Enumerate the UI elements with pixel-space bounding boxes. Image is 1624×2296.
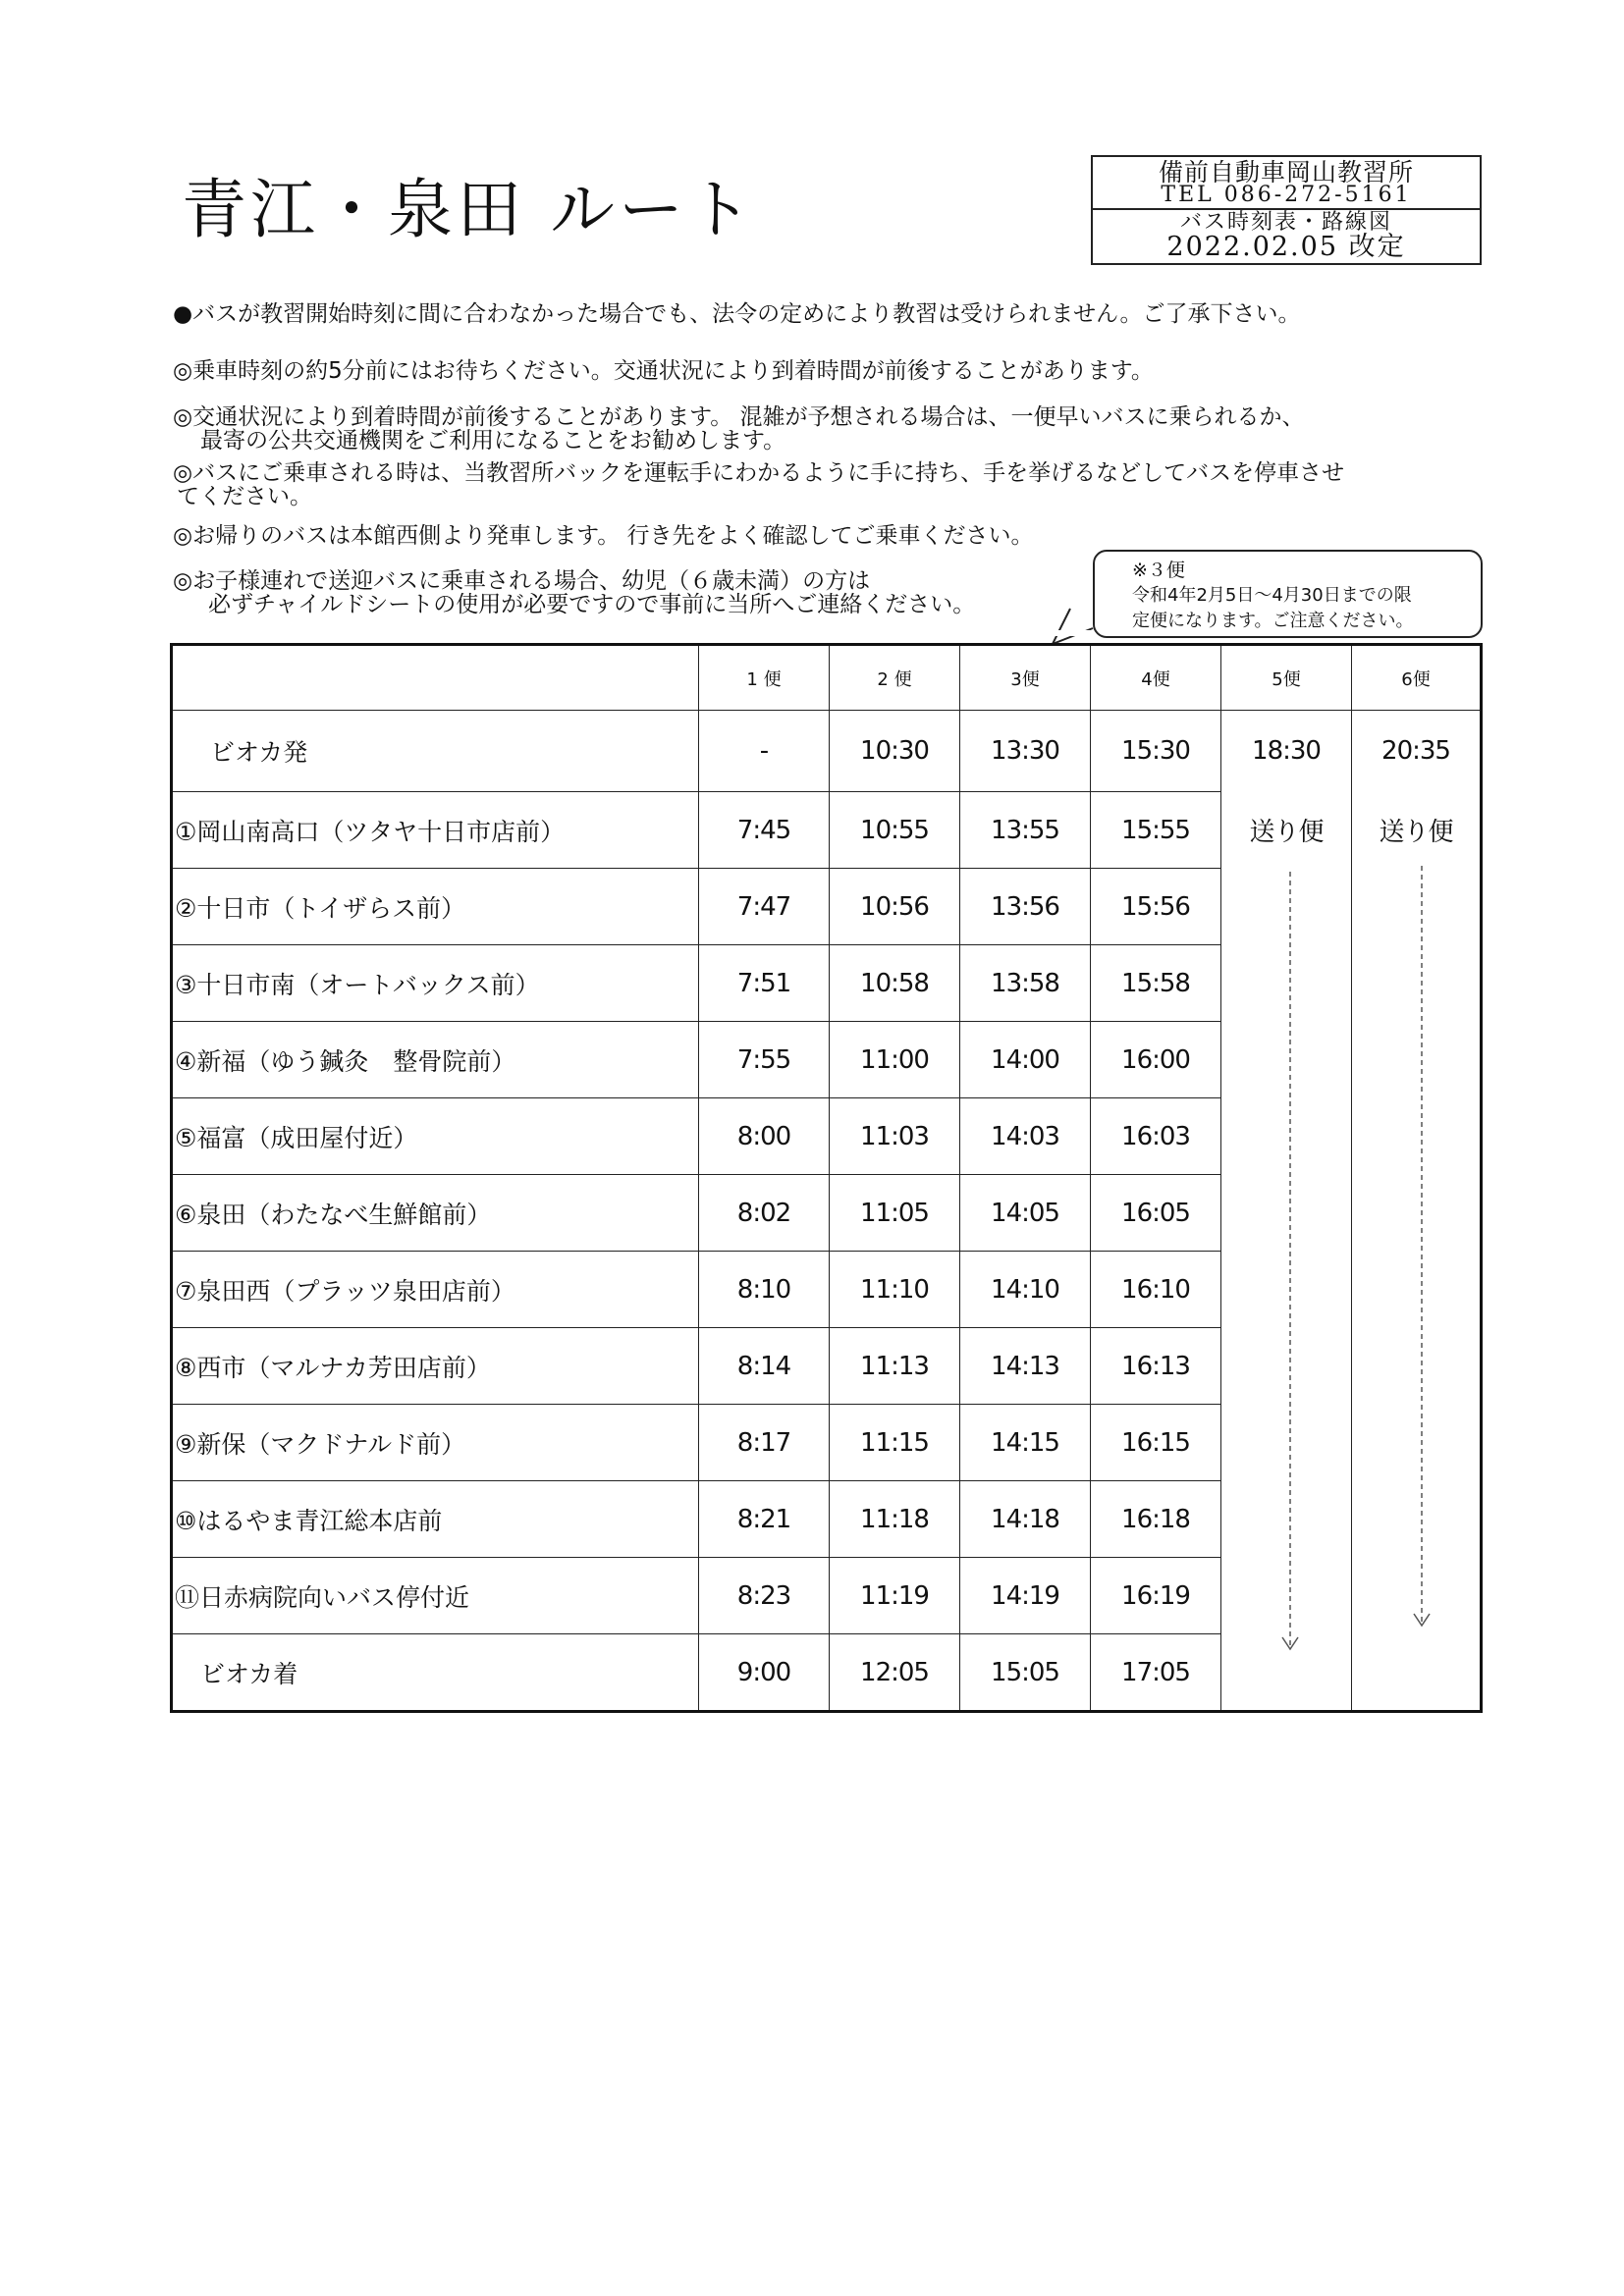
- departure-time-run-5: [1221, 1634, 1352, 1712]
- departure-time-run-4: 15:30: [1091, 711, 1221, 792]
- departure-time-run-3: 14:03: [960, 1098, 1091, 1175]
- departure-time-run-4: 15:58: [1091, 945, 1221, 1022]
- departure-time-run-3: 14:05: [960, 1175, 1091, 1252]
- departure-time-run-3: 14:19: [960, 1558, 1091, 1634]
- header-stop: [172, 645, 699, 711]
- table-row: [172, 945, 1482, 1022]
- departure-time-run-2: 11:15: [830, 1405, 960, 1481]
- timetable-header-row: [172, 645, 1482, 711]
- departure-time-run-5: [1221, 1022, 1352, 1098]
- note-3: [173, 405, 1305, 453]
- departure-time-run-1: 7:55: [699, 1022, 830, 1098]
- departure-time-run-1: 7:51: [699, 945, 830, 1022]
- departure-time-run-1: 8:10: [699, 1252, 830, 1328]
- header-run-6: 6便: [1352, 645, 1482, 711]
- departure-time-run-4: 16:05: [1091, 1175, 1221, 1252]
- stop-name: ①岡山南高口（ツタヤ十日市店前）: [172, 792, 699, 869]
- revision-date: 2022.02.05 改定: [1166, 232, 1406, 262]
- departure-time-run-5: [1221, 1405, 1352, 1481]
- departure-time-run-6: [1352, 945, 1482, 1022]
- school-info-box: [1091, 155, 1482, 265]
- note-6: [173, 569, 975, 616]
- departure-time-run-5: [1221, 1098, 1352, 1175]
- school-phone: TEL 086-272-5161: [1161, 183, 1412, 207]
- departure-time-run-4: 16:19: [1091, 1558, 1221, 1634]
- departure-time-run-6: [1352, 1328, 1482, 1405]
- departure-time-run-5: [1221, 1481, 1352, 1558]
- departure-time-run-1: 7:47: [699, 869, 830, 945]
- header-run-5: 5便: [1221, 645, 1352, 711]
- departure-time-run-1: 8:21: [699, 1481, 830, 1558]
- stop-name: ⑪日赤病院向いバス停付近: [172, 1558, 699, 1634]
- departure-time-run-2: 11:03: [830, 1098, 960, 1175]
- departure-time-run-4: 16:00: [1091, 1022, 1221, 1098]
- departure-time-run-6: [1352, 1022, 1482, 1098]
- table-row: [172, 1175, 1482, 1252]
- table-row: [172, 1022, 1482, 1098]
- note-1: [173, 302, 1300, 326]
- departure-time-run-1: 9:00: [699, 1634, 830, 1712]
- table-row: [172, 1328, 1482, 1405]
- table-row: [172, 1634, 1482, 1712]
- departure-time-run-3: 13:55: [960, 792, 1091, 869]
- departure-time-run-6: [1352, 1558, 1482, 1634]
- departure-time-run-6: [1352, 1634, 1482, 1712]
- departure-time-run-3: 14:18: [960, 1481, 1091, 1558]
- departure-time-run-4: 15:55: [1091, 792, 1221, 869]
- table-row: [172, 1481, 1482, 1558]
- departure-time-run-3: 13:56: [960, 869, 1091, 945]
- departure-time-run-2: 10:56: [830, 869, 960, 945]
- header-run-3: 3便: [960, 645, 1091, 711]
- header-run-1: 1 便: [699, 645, 830, 711]
- callout-tail-cover-icon: [1051, 609, 1110, 648]
- departure-time-run-4: 16:15: [1091, 1405, 1221, 1481]
- departure-time-run-3: 14:15: [960, 1405, 1091, 1481]
- departure-time-run-3: 14:10: [960, 1252, 1091, 1328]
- departure-time-run-3: 15:05: [960, 1634, 1091, 1712]
- stop-name: ⑩はるやま青江総本店前: [172, 1481, 699, 1558]
- note-6-line-2: 必ずチャイルドシートの使用が必要ですので事前に当所へご連絡ください。: [208, 592, 976, 617]
- departure-time-run-6: 20:35: [1352, 711, 1482, 792]
- stop-name: ⑥泉田（わたなべ生鮮館前）: [172, 1175, 699, 1252]
- note-3-line-2: 最寄の公共交通機関をご利用になることをお勧めします。: [200, 428, 786, 454]
- departure-time-run-2: 12:05: [830, 1634, 960, 1712]
- departure-time-run-5: [1221, 1328, 1352, 1405]
- stop-name: ③十日市南（オートバックス前）: [172, 945, 699, 1022]
- note-3-line-1: ◎交通状況により到着時間が前後することがあります。 混雑が予想される場合は、一便早いバスに乗られるか、: [173, 404, 1305, 430]
- note-4: [173, 461, 1344, 508]
- departure-time-run-4: 16:13: [1091, 1328, 1221, 1405]
- departure-time-run-5: [1221, 1558, 1352, 1634]
- departure-time-run-2: 11:19: [830, 1558, 960, 1634]
- departure-time-run-6: [1352, 1405, 1482, 1481]
- stop-name: ⑧西市（マルナカ芳田店前）: [172, 1328, 699, 1405]
- table-row: [172, 1558, 1482, 1634]
- note-6-line-1: ◎お子様連れで送迎バスに乗車される場合、幼児（６歳未満）の方は: [173, 568, 871, 594]
- departure-time-run-4: 15:56: [1091, 869, 1221, 945]
- table-row: [172, 792, 1482, 869]
- departure-time-run-4: 16:18: [1091, 1481, 1221, 1558]
- stop-name: ⑨新保（マクドナルド前）: [172, 1405, 699, 1481]
- departure-time-run-2: 11:13: [830, 1328, 960, 1405]
- departure-time-run-4: 17:05: [1091, 1634, 1221, 1712]
- departure-time-run-3: 13:58: [960, 945, 1091, 1022]
- departure-time-run-1: 8:00: [699, 1098, 830, 1175]
- departure-time-run-5: [1221, 1175, 1352, 1252]
- table-row: [172, 1252, 1482, 1328]
- table-row: [172, 1098, 1482, 1175]
- departure-time-run-6: [1352, 1481, 1482, 1558]
- departure-time-run-6: [1352, 869, 1482, 945]
- departure-time-run-6: [1352, 1098, 1482, 1175]
- timetable-label: バス時刻表・路線図: [1179, 210, 1392, 235]
- page-title: 青江・泉田 ルート: [182, 172, 756, 247]
- departure-time-run-2: 11:18: [830, 1481, 960, 1558]
- departure-time-run-1: 8:02: [699, 1175, 830, 1252]
- departure-time-run-5: [1221, 869, 1352, 945]
- header-run-2: 2 便: [830, 645, 960, 711]
- departure-time-run-1: -: [699, 711, 830, 792]
- departure-time-run-5: [1221, 1252, 1352, 1328]
- departure-time-run-6: 送り便: [1352, 792, 1482, 869]
- note-4-line-1: ◎バスにご乗車される時は、当教習所バックを運転手にわかるように手に持ち、手を挙げるなどしてバスを停車させ: [173, 460, 1345, 486]
- stop-name: ⑦泉田西（プラッツ泉田店前）: [172, 1252, 699, 1328]
- departure-time-run-6: [1352, 1175, 1482, 1252]
- departure-time-run-5: 送り便: [1221, 792, 1352, 869]
- note-5-line-1: ◎お帰りのバスは本館西側より発車します。 行き先をよく確認してご乗車ください。: [173, 523, 1034, 549]
- note-2-line-1: ◎乗車時刻の約5分前にはお待ちください。交通状況により到着時間が前後することがあります。: [173, 358, 1154, 384]
- note-5: [173, 524, 1034, 548]
- note-2: [173, 359, 1154, 383]
- stop-name: ②十日市（トイザらス前）: [172, 869, 699, 945]
- school-name: 備前自動車岡山教習所: [1158, 158, 1414, 187]
- callout-line-1: ※３便: [1132, 560, 1185, 581]
- departure-time-run-2: 11:05: [830, 1175, 960, 1252]
- departure-time-run-2: 11:10: [830, 1252, 960, 1328]
- stop-name: ビオカ着: [172, 1634, 699, 1712]
- departure-time-run-3: 13:30: [960, 711, 1091, 792]
- departure-time-run-1: 8:23: [699, 1558, 830, 1634]
- note-1-line-1: ●バスが教習開始時刻に間に合わなかった場合でも、法令の定めにより教習は受けられません。ご了承下さい。: [173, 301, 1301, 327]
- departure-time-run-1: 8:17: [699, 1405, 830, 1481]
- table-row: [172, 711, 1482, 792]
- school-info-top: [1093, 157, 1480, 210]
- callout-line-3: 定便になります。ご注意ください。: [1132, 611, 1414, 631]
- departure-time-run-5: 18:30: [1221, 711, 1352, 792]
- departure-time-run-6: [1352, 1252, 1482, 1328]
- bus-timetable: [170, 643, 1483, 1713]
- timetable-info: [1093, 210, 1480, 261]
- departure-time-run-4: 16:10: [1091, 1252, 1221, 1328]
- callout-note: [1093, 550, 1483, 638]
- stop-name: ビオカ発: [172, 711, 699, 792]
- departure-time-run-1: 7:45: [699, 792, 830, 869]
- departure-time-run-2: 10:30: [830, 711, 960, 792]
- departure-time-run-2: 10:55: [830, 792, 960, 869]
- departure-time-run-3: 14:00: [960, 1022, 1091, 1098]
- header-run-4: 4便: [1091, 645, 1221, 711]
- table-row: [172, 1405, 1482, 1481]
- departure-time-run-1: 8:14: [699, 1328, 830, 1405]
- stop-name: ④新福（ゆう鍼灸 整骨院前）: [172, 1022, 699, 1098]
- departure-time-run-5: [1221, 945, 1352, 1022]
- departure-time-run-3: 14:13: [960, 1328, 1091, 1405]
- departure-time-run-2: 10:58: [830, 945, 960, 1022]
- note-4-line-2: てください。: [177, 484, 312, 509]
- callout-line-2: 令和4年2月5日～4月30日までの限: [1132, 585, 1412, 606]
- table-row: [172, 869, 1482, 945]
- departure-time-run-2: 11:00: [830, 1022, 960, 1098]
- stop-name: ⑤福富（成田屋付近）: [172, 1098, 699, 1175]
- departure-time-run-4: 16:03: [1091, 1098, 1221, 1175]
